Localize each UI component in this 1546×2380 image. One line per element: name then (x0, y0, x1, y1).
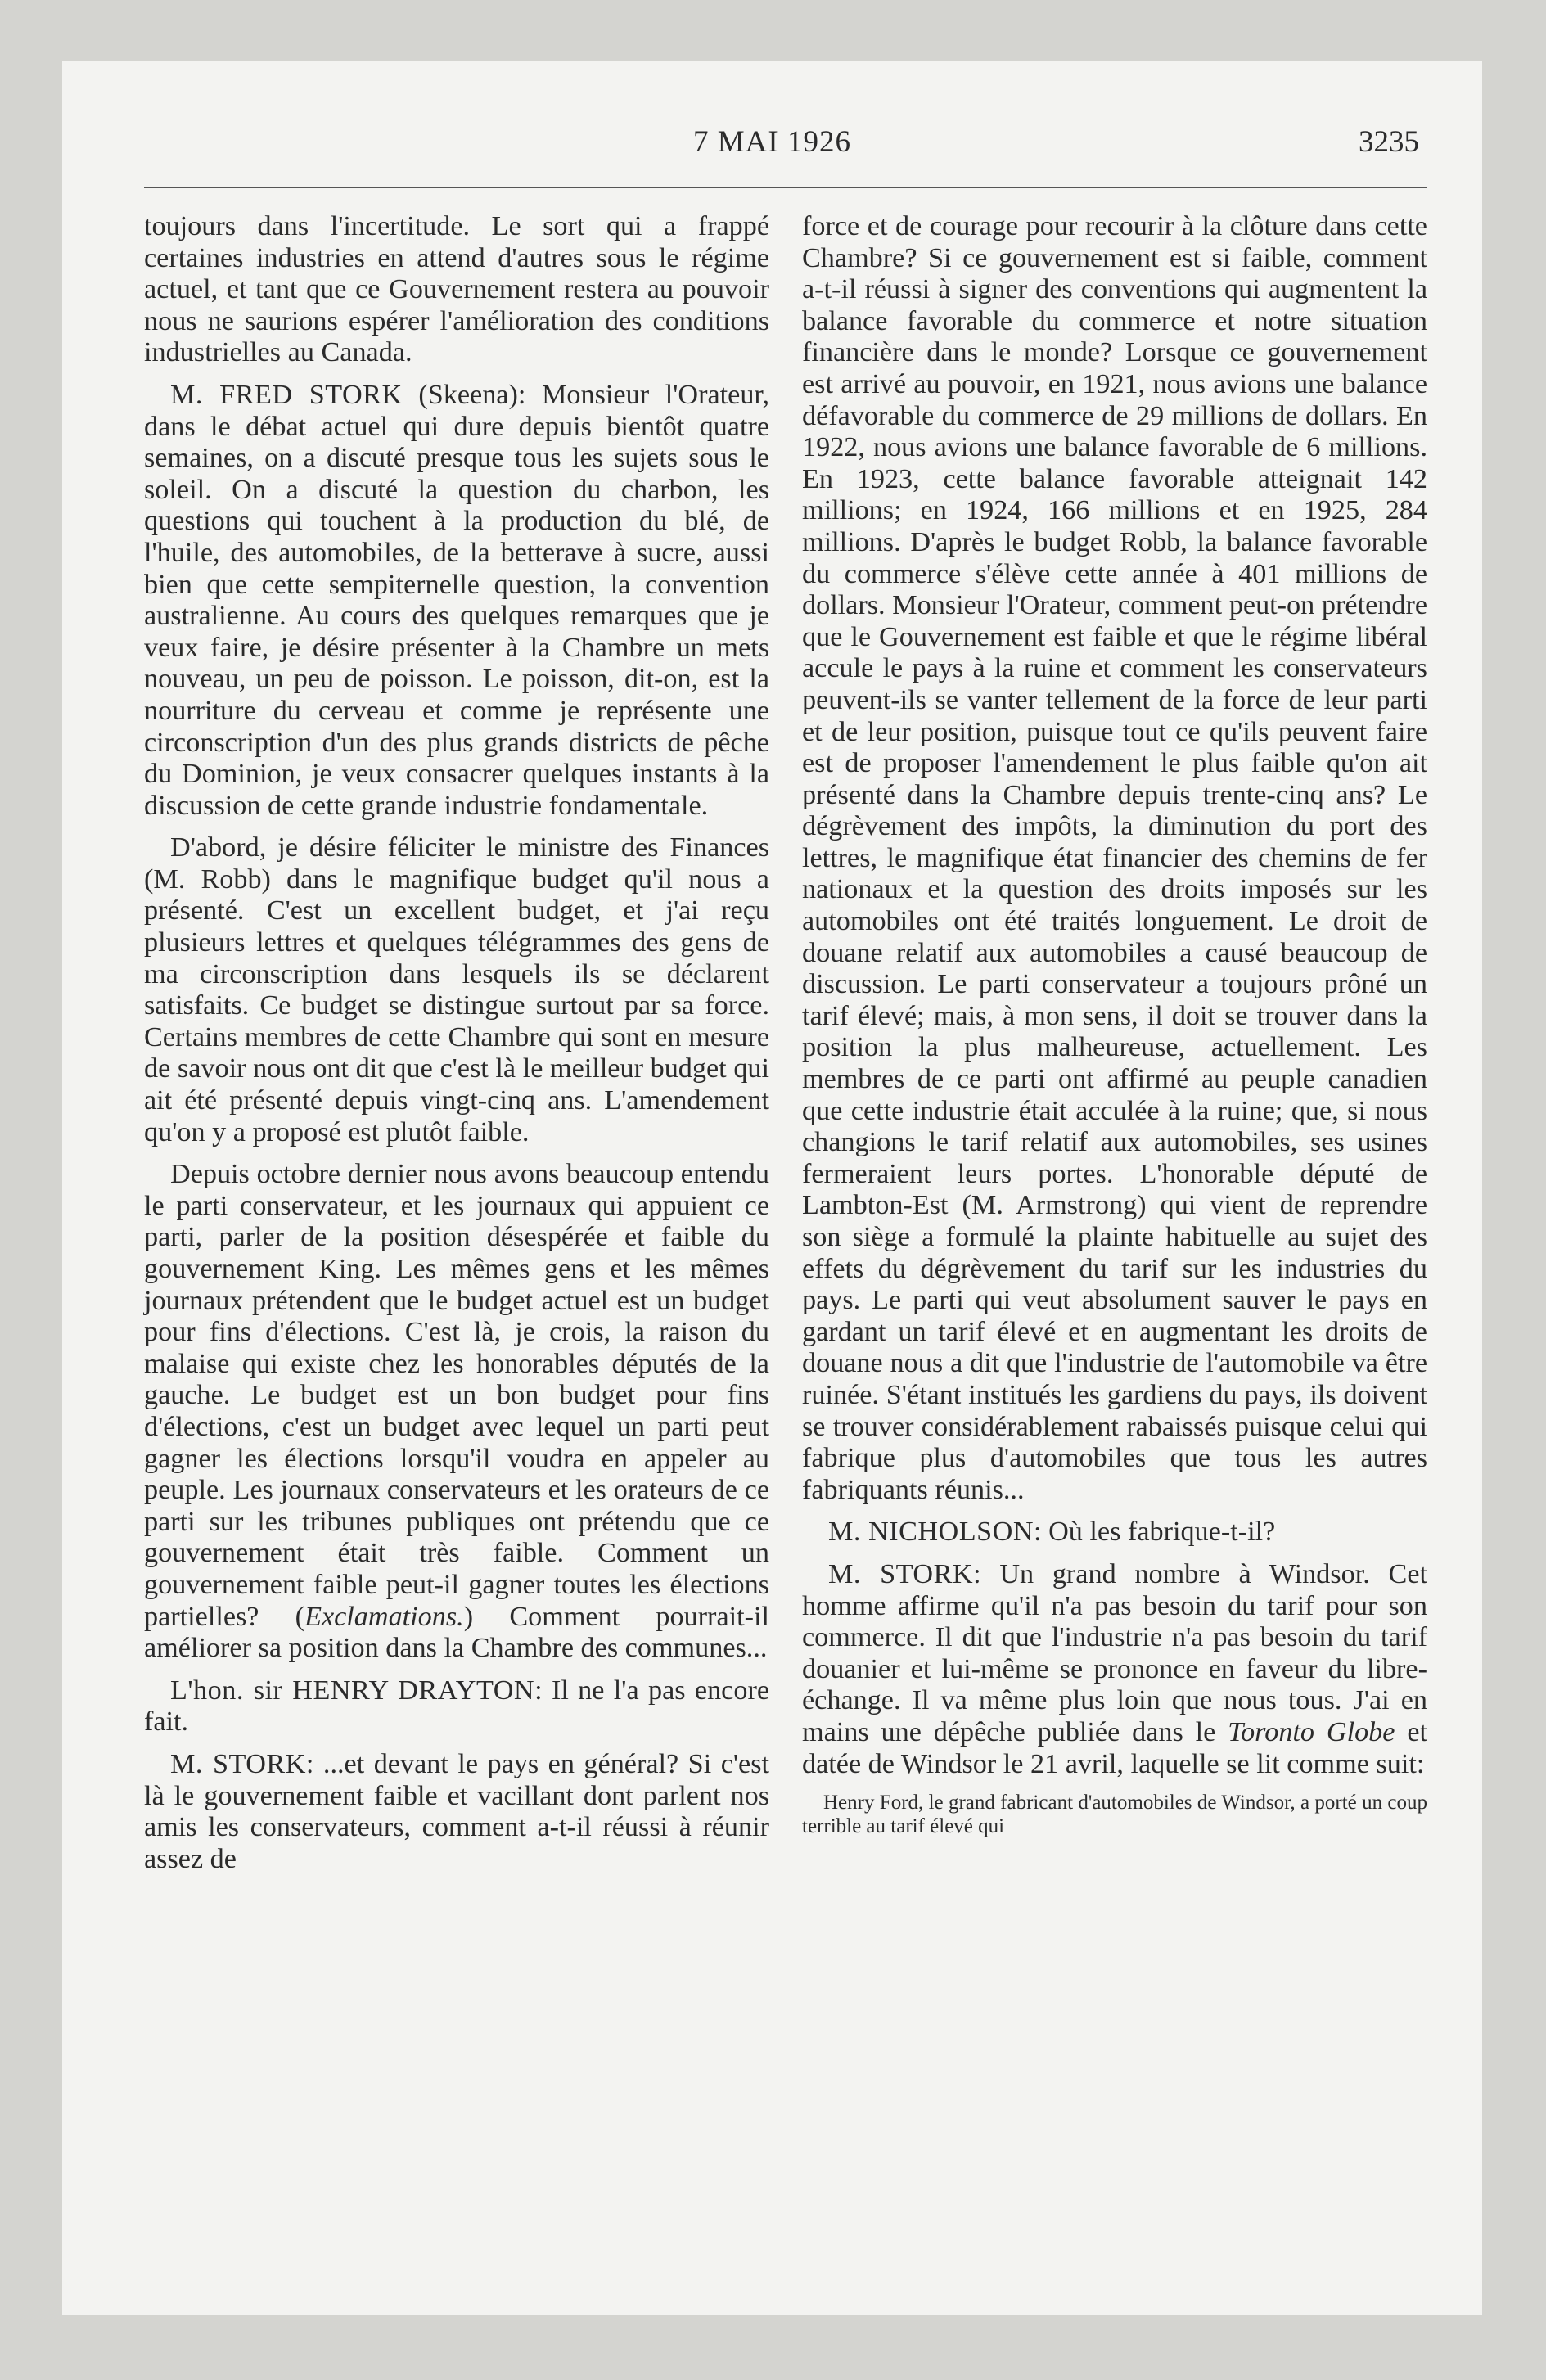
paragraph-drayton (144, 1675, 769, 1738)
quoted-dispatch: Henry Ford, le grand fabricant d'automobiles de Windsor, a porté un coup terrible au tarif élevé qui (802, 1792, 1427, 1838)
speech-text: : ...et devant le pays en général? Si c'est là le gouvernement faible et vacillant dont parlent nos amis les conservateurs, comment a-t-il réussi à réunir assez de (144, 1748, 769, 1874)
speaker-name: M. NICHOLSON (828, 1517, 1034, 1548)
speech-text: : Il ne l'a pas encore fait. (144, 1675, 769, 1738)
newspaper-title: Toronto Globe (1228, 1716, 1395, 1747)
interjection: Exclamations. (304, 1601, 464, 1632)
paragraph: D'abord, je désire féliciter le ministre des Finances (M. Robb) dans le magnifique budget qu'il nous a présenté. C'est un excellent budget, et j'ai reçu plusieurs lettres et quelques télégrammes des gens de ma circonscription dans lesquels ils se déclarent satisfaits. Ce budget se distingue surtout par sa force. Certains membres de cette Chambre qui sont en mesure de savoir nous ont dit que c'est là le meilleur budget qui ait été présenté depuis vingt-cinq ans. L'amendement qu'on y a proposé est plutôt faible. (144, 832, 769, 1147)
paragraph: force et de courage pour recourir à la clôture dans cette Chambre? Si ce gouvernement est si faible, comment a-t-il réussi à signer des conventions qui augmentent la balance favorable du commerce et notre situation financière dans le monde? Lorsque ce gouvernement est arrivé au pouvoir, en 1921, nous avions une balance défavorable du commerce de 29 millions de dollars. En 1922, nous avions une balance favorable de 6 millions. En 1923, cette balance favorable atteignait 142 millions; en 1924, 166 millions et en 1925, 284 millions. D'après le budget Robb, la balance favorable du commerce s'élève cette année à 401 millions de dollars. Monsieur l'Orateur, comment peut-on prétendre que le Gouvernement est faible et que le régime libéral accule le pays à la ruine et comment les conservateurs peuvent-ils se vanter tellement de la force de leur parti et de leur position, puisque tout ce qu'ils peuvent faire est de proposer l'amendement le plus faible qu'on ait présenté dans la Chambre depuis trente-cinq ans? Le dégrèvement des impôts, la diminution du port des lettres, le magnifique état financier des chemins de fer nationaux et la question des droits imposés sur les automobiles ont été traités longuement. Le droit de douane relatif aux automobiles a causé beaucoup de discussion. Le parti conservateur a toujours prôné un tarif élevé; mais, à mon sens, il doit se trouver dans la position la plus malheureuse, actuellement. Les membres de ce parti ont affirmé au peuple canadien que cette industrie était acculée à la ruine; que, si nous changions le tarif relatif aux automobiles, ses usines fermeraient leurs portes. L'honorable député de Lambton-Est (M. Armstrong) qui vient de reprendre son siège a formulé la plainte habituelle au sujet des effets du dégrèvement du tarif sur les industries du pays. Le parti qui veut absolument sauver le pays en gardant un tarif élevé et en augmentant les droits de douane nous a dit que l'industrie de l'automobile va être ruinée. S'étant institués les gardiens du pays, ils doivent se trouver considérablement rabaissés puisque celui qui fabrique plus d'automobiles que tous les autres fabriquants réunis... (802, 211, 1427, 1505)
paragraph-stork-1 (144, 380, 769, 822)
speech-text: ) Comment pourrait-il améliorer sa position dans la Chambre des communes... (144, 1601, 769, 1664)
right-column (802, 211, 1427, 1849)
paragraph-nicholson (802, 1517, 1427, 1548)
speech-text: et datée de Windsor le 21 avril, laquelle se lit comme suit: (802, 1716, 1427, 1779)
speech-text: Depuis octobre dernier nous avons beaucoup entendu le parti conservateur, et les journaux qui appuient ce parti, parler de la position désespérée et faible du gouvernement King. Les mêmes gens et les mêmes journaux prétendent que le budget actuel est un budget pour fins d'élections. C'est là, je crois, la raison du malaise qui existe chez les honorables députés de la gauche. Le budget est un bon budget pour fins d'élections, c'est un budget avec lequel un parti peut gagner les élections lorsqu'il voudra en appeler au peuple. Les journaux conservateurs et les orateurs de ce parti sur les tribunes publiques ont prétendu que ce gouvernement était très faible. Comment un gouvernement faible peut-il gagner toutes les élections partielles? ( (144, 1159, 769, 1632)
header-rule (144, 187, 1427, 188)
speaker-name: M. FRED STORK (170, 379, 403, 410)
left-column (144, 211, 769, 1886)
paragraph-stork-2 (144, 1749, 769, 1875)
speech-text: : Où les fabrique-t-il? (1034, 1517, 1276, 1548)
paragraph-elections (144, 1159, 769, 1665)
speech-text: : Un grand nombre à Windsor. Cet homme affirme qu'il n'a pas besoin du tarif pour son commerce. Il dit que l'industrie n'a pas besoin du tarif douanier et lui-même se prononce en faveur du libre-échange. Il va même plus loin que nous tous. J'ai en mains une dépêche publiée dans le (802, 1558, 1427, 1747)
paragraph-stork-3 (802, 1559, 1427, 1780)
speech-text: (Skeena): Monsieur l'Orateur, dans le débat actuel qui dure depuis bientôt quatre semaines, on a discuté presque tous les sujets sous le soleil. On a discuté la question du charbon, les questions qui touchent à la production du blé, de l'huile, des automobiles, de la betterave à sucre, aussi bien que cette sempiternelle question, la convention australienne. Au cours des quelques remarques que je veux faire, je désire présenter à la Chambre un mets nouveau, un peu de poisson. Le poisson, dit-on, est la nourriture du cerveau et comme je représente une circonscription d'un des plus grands districts de pêche du Dominion, je veux consacrer quelques instants à la discussion de cette grande industrie fondamentale. (144, 379, 769, 821)
page-number: 3235 (1359, 125, 1419, 159)
page-date: 7 MAI 1926 (693, 125, 851, 159)
paragraph: toujours dans l'incertitude. Le sort qui a frappé certaines industries en attend d'autres sous le régime actuel, et tant que ce Gouvernement restera au pouvoir nous ne saurions espérer l'amélioration des conditions industrielles au Canada. (144, 211, 769, 368)
speaker-name: L'hon. sir HENRY DRAYTON (170, 1675, 535, 1706)
speaker-name: M. STORK (170, 1748, 306, 1779)
page (62, 61, 1482, 2315)
speaker-name: M. STORK (828, 1558, 974, 1589)
